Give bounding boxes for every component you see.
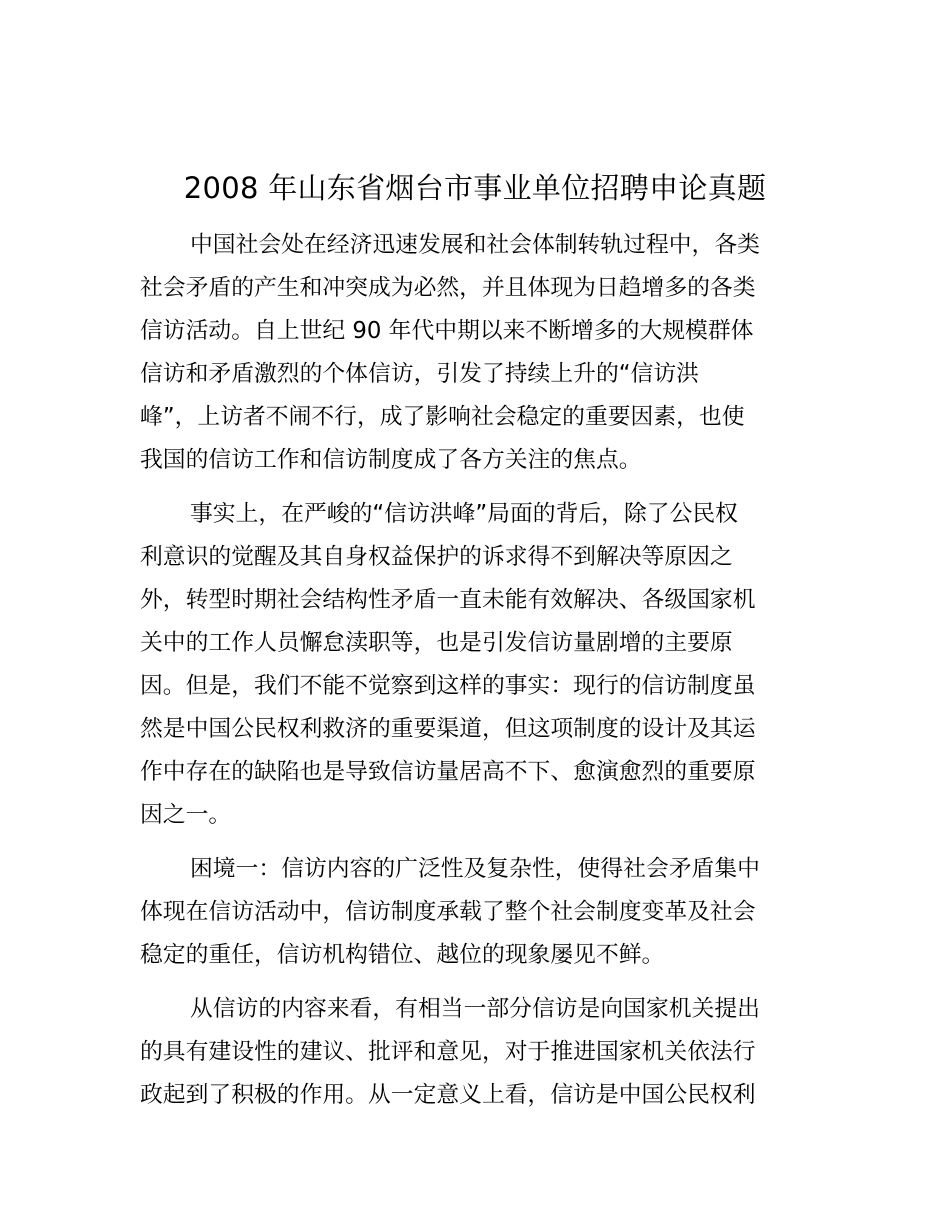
- paragraph-1-line-3: 信访活动。自上世纪 90 年代中期以来不断增多的大规模群体: [140, 318, 754, 344]
- paragraph-2-line-5: 因。但是，我们不能不觉察到这样的事实：现行的信访制度虽: [140, 673, 756, 699]
- paragraph-1-line-2: 社会矛盾的产生和冲突成为必然，并且体现为日趋增多的各类: [140, 275, 756, 301]
- paragraph-2-line-1: 事实上，在严峻的“信访洪峰”局面的背后，除了公民权: [190, 501, 738, 527]
- paragraph-3-line-3: 稳定的重任，信访机构错位、越位的现象屡见不鲜。: [140, 942, 665, 968]
- paragraph-1-line-1: 中国社会处在经济迅速发展和社会体制转轨过程中，各类: [190, 232, 760, 258]
- paragraph-4-line-2: 的具有建设性的建议、批评和意见，对于推进国家机关依法行: [140, 1039, 756, 1065]
- paragraph-4-line-3: 政起到了积极的作用。从一定意义上看，信访是中国公民权利: [140, 1082, 756, 1108]
- paragraph-2-line-6: 然是中国公民权利救济的重要渠道，但这项制度的设计及其运: [140, 716, 756, 742]
- paragraph-2-line-7: 作中存在的缺陷也是导致信访量居高不下、愈演愈烈的重要原: [140, 759, 756, 785]
- paragraph-2-line-2: 利意识的觉醒及其自身权益保护的诉求得不到解决等原因之: [140, 544, 733, 570]
- paragraph-3-line-1: 困境一：信访内容的广泛性及复杂性，使得社会矛盾集中: [190, 856, 760, 882]
- paragraph-1-line-4: 信访和矛盾激烈的个体信访，引发了持续上升的“信访洪: [140, 361, 699, 387]
- paragraph-2-line-4: 关中的工作人员懈怠渎职等，也是引发信访量剧增的主要原: [140, 630, 733, 656]
- paragraph-4-line-1: 从信访的内容来看，有相当一部分信访是向国家机关提出: [190, 996, 760, 1022]
- paragraph-1-line-5: 峰”，上访者不闹不行，成了影响社会稳定的重要因素，也使: [140, 404, 745, 430]
- paragraph-2-line-3: 外，转型时期社会结构性矛盾一直未能有效解决、各级国家机: [140, 587, 756, 613]
- paragraph-3-line-2: 体现在信访活动中，信访制度承载了整个社会制度变革及社会: [140, 899, 756, 925]
- paragraph-1-line-6: 我国的信访工作和信访制度成了各方关注的焦点。: [140, 447, 642, 473]
- paragraph-2-line-8: 因之一。: [140, 802, 232, 828]
- document-title: 2008 年山东省烟台市事业单位招聘申论真题: [183, 171, 767, 205]
